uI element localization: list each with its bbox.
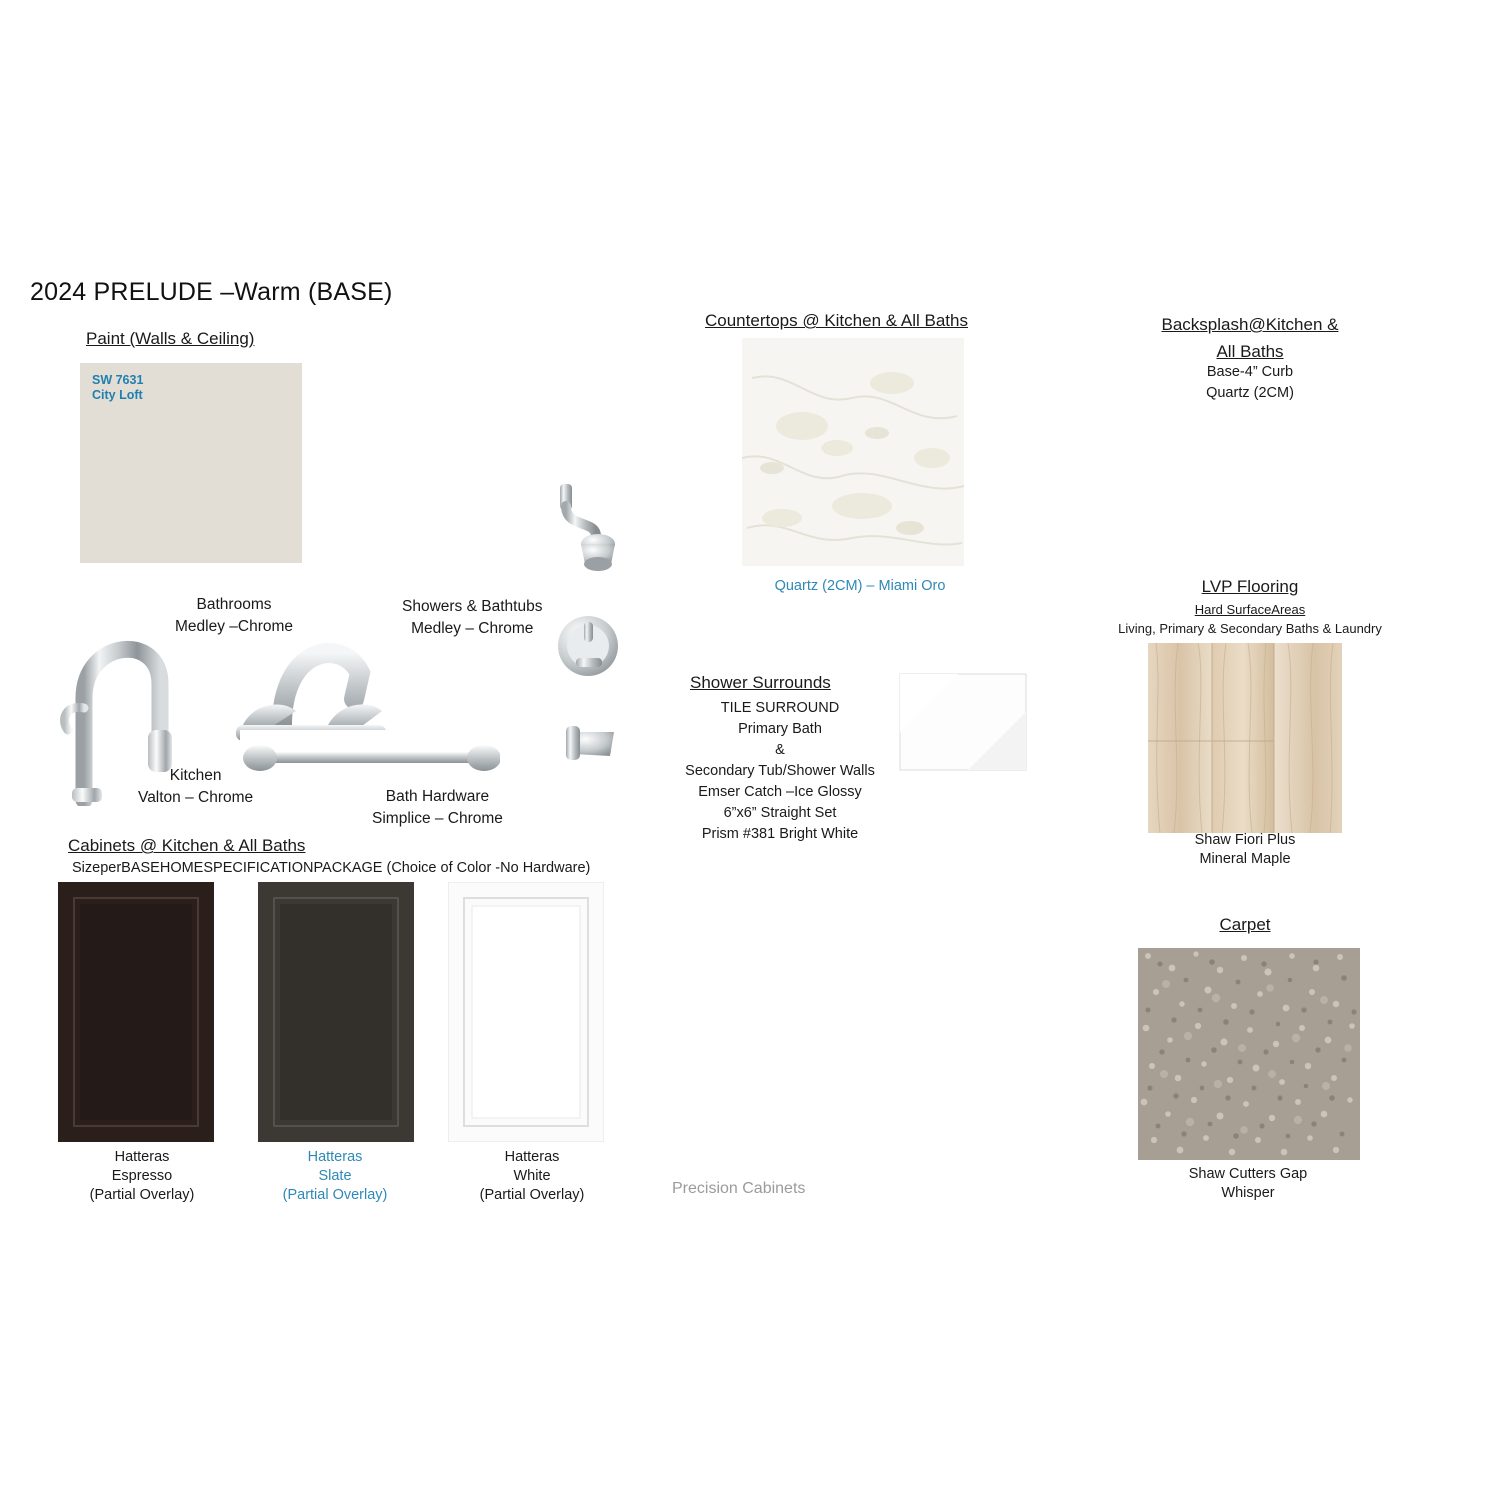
cabinets-subheading: SizeperBASEHOMESPECIFICATIONPACKAGE (Choice of Color -No Hardware) <box>72 860 591 876</box>
backsplash-section-heading <box>1130 311 1370 365</box>
shower-line-6: Prism #381 Bright White <box>701 826 859 842</box>
cabinet-swatch-espresso <box>58 882 214 1142</box>
lvp-caption <box>1130 831 1360 869</box>
paint-section-heading: Paint (Walls & Ceiling) <box>86 329 255 348</box>
backsplash-details <box>1130 362 1370 404</box>
shower-line-0: TILE SURROUND <box>720 700 840 716</box>
showers-fixture-label <box>402 596 542 640</box>
shower-surrounds-heading: Shower Surrounds <box>690 673 831 692</box>
cabinet-brand-1: Hatteras <box>307 1149 363 1165</box>
carpet-caption-line1: Shaw Cutters Gap <box>1188 1166 1308 1182</box>
cabinet-caption-slate <box>235 1148 435 1205</box>
countertops-section-heading: Countertops @ Kitchen & All Baths <box>705 311 968 330</box>
lvp-caption-line1: Shaw Fiori Plus <box>1194 832 1296 848</box>
shower-trim-image <box>540 470 636 790</box>
bath-hardware-label <box>372 786 503 830</box>
bathrooms-fixture-line2: Medley –Chrome <box>175 618 294 635</box>
shower-line-2: & <box>775 742 785 758</box>
cabinets-section-heading: Cabinets @ Kitchen & All Baths <box>68 836 306 855</box>
shower-surrounds-details <box>640 698 920 845</box>
shower-line-3: Secondary Tub/Shower Walls <box>685 763 875 779</box>
bathrooms-fixture-label <box>175 594 293 638</box>
cabinet-color-2: White <box>513 1168 551 1184</box>
backsplash-heading-line1: Backsplash@Kitchen & <box>1161 315 1339 334</box>
cabinet-swatch-slate <box>258 882 414 1142</box>
shower-tile-swatch <box>898 672 1028 772</box>
towel-bar-image <box>240 730 500 788</box>
lvp-subheading-1 <box>1130 602 1370 617</box>
backsplash-line1: Base-4” Curb <box>1206 364 1294 380</box>
cabinet-swatch-white <box>448 882 604 1142</box>
cabinet-vendor-label: Precision Cabinets <box>672 1180 806 1197</box>
lvp-caption-line2: Mineral Maple <box>1199 851 1291 867</box>
carpet-swatch <box>1138 948 1360 1160</box>
cabinet-overlay-0: (Partial Overlay) <box>89 1187 195 1203</box>
cabinet-caption-white <box>432 1148 632 1205</box>
bath-hardware-line1: Bath Hardware <box>385 788 490 805</box>
cabinet-color-0: Espresso <box>111 1168 173 1184</box>
carpet-section-heading <box>1130 915 1360 935</box>
kitchen-fixture-line1: Kitchen <box>169 767 222 784</box>
shower-line-4: Emser Catch –Ice Glossy <box>698 784 862 800</box>
cabinet-color-1: Slate <box>318 1168 352 1184</box>
carpet-caption <box>1130 1165 1366 1203</box>
page-title: 2024 PRELUDE –Warm (BASE) <box>30 278 393 306</box>
countertop-caption: Quartz (2CM) – Miami Oro <box>774 578 946 594</box>
bath-hardware-line2: Simplice – Chrome <box>372 810 503 827</box>
carpet-heading-text: Carpet <box>1219 915 1271 934</box>
showers-fixture-line1: Showers & Bathtubs <box>402 598 543 615</box>
lvp-subheading-2: Living, Primary & Secondary Baths & Laundry <box>1118 621 1382 636</box>
lvp-flooring-swatch <box>1148 643 1342 833</box>
countertop-quartz-swatch <box>742 338 976 566</box>
cabinet-brand-2: Hatteras <box>504 1149 560 1165</box>
lvp-heading-text: LVP Flooring <box>1201 577 1299 596</box>
cabinet-brand-0: Hatteras <box>114 1149 170 1165</box>
cabinet-overlay-2: (Partial Overlay) <box>479 1187 585 1203</box>
paint-color-label <box>92 373 143 403</box>
shower-line-1: Primary Bath <box>738 721 822 737</box>
paint-name-text: City Loft <box>92 388 143 402</box>
lvp-subheading-1-text: Hard SurfaceAreas <box>1194 602 1306 617</box>
backsplash-line2: Quartz (2CM) <box>1206 385 1294 401</box>
shower-line-5: 6”x6” Straight Set <box>723 805 837 821</box>
carpet-caption-line2: Whisper <box>1221 1185 1275 1201</box>
cabinet-overlay-1: (Partial Overlay) <box>282 1187 388 1203</box>
lvp-section-heading <box>1130 577 1370 597</box>
kitchen-fixture-line2: Valton – Chrome <box>138 789 254 806</box>
cabinet-caption-espresso <box>42 1148 242 1205</box>
kitchen-fixture-label <box>138 765 253 809</box>
bathrooms-fixture-line1: Bathrooms <box>196 596 272 613</box>
showers-fixture-line2: Medley – Chrome <box>411 620 534 637</box>
paint-code-text: SW 7631 <box>92 373 144 387</box>
backsplash-heading-line2: All Baths <box>1216 342 1284 361</box>
